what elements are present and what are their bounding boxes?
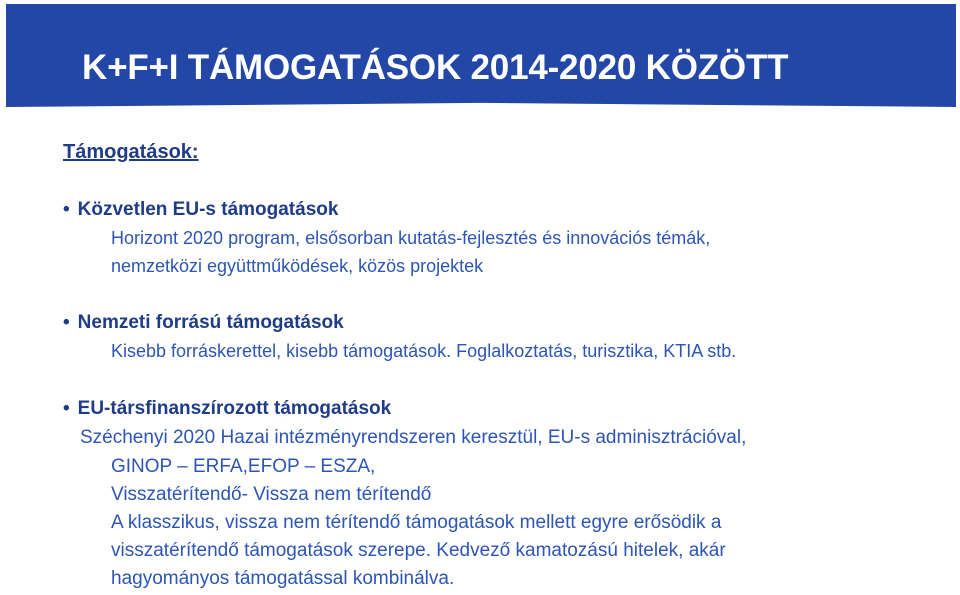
section-line: Kisebb forráskerettel, kisebb támogatások. Foglalkoztatás, turisztika, KTIA stb.: [111, 341, 737, 361]
section-line: A klasszikus, vissza nem térítendő támogatások mellett egyre erősödik a: [111, 512, 722, 533]
section-line: GINOP – ERFA,EFOP – ESZA,: [111, 456, 376, 477]
section-line: Széchenyi 2020 Hazai intézményrendszeren keresztül, EU-s adminisztrációval,: [80, 427, 747, 448]
section-heading-national: [63, 312, 344, 334]
section-heading-direct-eu: [63, 199, 338, 221]
section-heading-text: Nemzeti forrású támogatások: [77, 312, 344, 333]
section-line: hagyományos támogatással kombinálva.: [111, 568, 455, 589]
bullet: •: [63, 199, 70, 220]
slide-title: K+F+I TÁMOGATÁSOK 2014-2020 KÖZÖTT: [82, 48, 789, 87]
section-line: visszatérítendő támogatások szerepe. Kedvező kamatozású hitelek, akár: [111, 540, 726, 561]
section-line: Horizont 2020 program, elsősorban kutatás-fejlesztés és innovációs témák,: [111, 228, 711, 248]
section-heading-text: EU-társfinanszírozott támogatások: [77, 398, 392, 419]
bullet: •: [63, 312, 70, 333]
subhead: Támogatások:: [63, 141, 199, 163]
section-heading-text: Közvetlen EU-s támogatások: [77, 199, 339, 220]
section-line: Visszatérítendő- Vissza nem térítendő: [111, 484, 432, 505]
bullet: •: [63, 398, 70, 419]
section-line: nemzetközi együttműködések, közös projektek: [111, 256, 484, 276]
section-heading-eu-cofinanced: [63, 398, 391, 420]
